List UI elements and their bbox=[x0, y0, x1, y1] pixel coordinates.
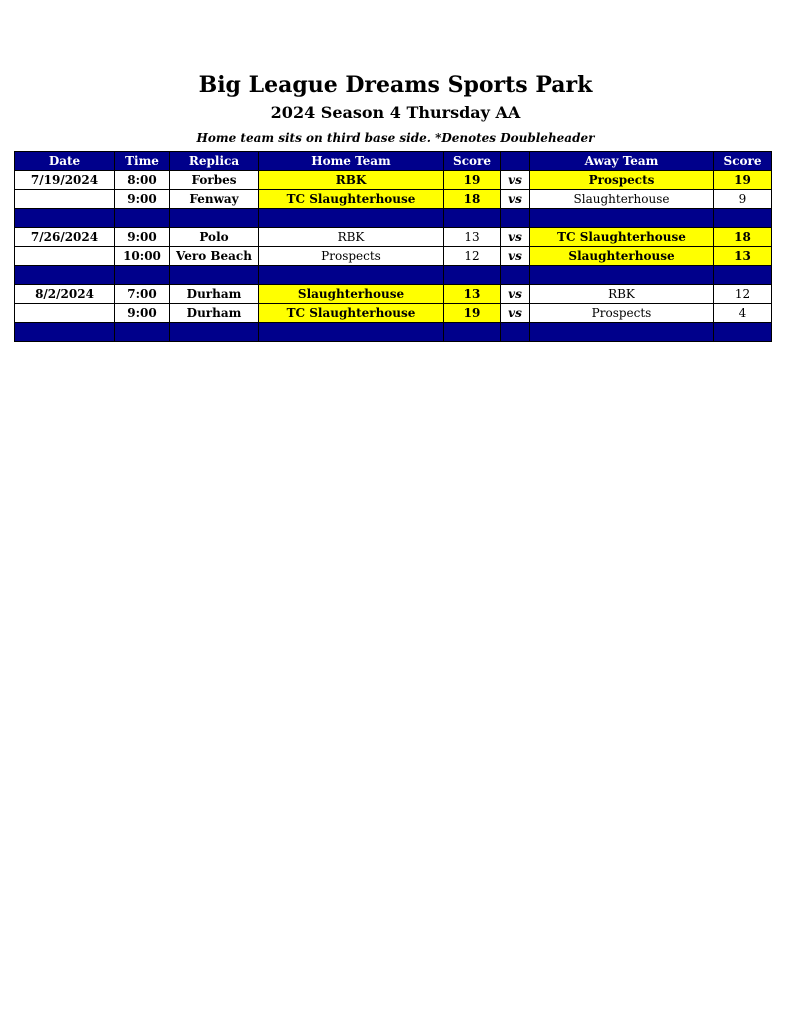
spacer-cell bbox=[115, 323, 170, 342]
spacer-cell bbox=[714, 209, 772, 228]
spacer-cell bbox=[444, 266, 501, 285]
home-score-cell: 19 bbox=[444, 171, 501, 190]
replica-cell: Durham bbox=[170, 304, 259, 323]
spacer-cell bbox=[501, 323, 530, 342]
table-row bbox=[15, 247, 772, 266]
table-row bbox=[15, 285, 772, 304]
table-row bbox=[15, 304, 772, 323]
spacer-cell bbox=[259, 323, 444, 342]
header-date: Date bbox=[15, 152, 115, 171]
away-team-cell: RBK bbox=[530, 285, 714, 304]
home-team-cell: RBK bbox=[259, 171, 444, 190]
time-cell: 10:00 bbox=[115, 247, 170, 266]
replica-cell: Durham bbox=[170, 285, 259, 304]
header-row bbox=[15, 152, 772, 171]
date-cell: 7/19/2024 bbox=[15, 171, 115, 190]
date-cell bbox=[15, 304, 115, 323]
header-home-team: Home Team bbox=[259, 152, 444, 171]
table-row bbox=[15, 190, 772, 209]
spacer-cell bbox=[15, 323, 115, 342]
replica-cell: Fenway bbox=[170, 190, 259, 209]
date-cell bbox=[15, 247, 115, 266]
page-title: Big League Dreams Sports Park bbox=[198, 72, 593, 98]
away-score-cell: 18 bbox=[714, 228, 772, 247]
date-cell bbox=[15, 190, 115, 209]
time-cell: 9:00 bbox=[115, 228, 170, 247]
away-score-cell: 12 bbox=[714, 285, 772, 304]
vs-cell: vs bbox=[501, 171, 530, 190]
replica-cell: Forbes bbox=[170, 171, 259, 190]
table-row bbox=[15, 228, 772, 247]
home-score-cell: 18 bbox=[444, 190, 501, 209]
away-team-cell: TC Slaughterhouse bbox=[530, 228, 714, 247]
home-team-cell: TC Slaughterhouse bbox=[259, 304, 444, 323]
page-subtitle: 2024 Season 4 Thursday AA bbox=[270, 103, 521, 122]
time-cell: 7:00 bbox=[115, 285, 170, 304]
home-team-cell: Prospects bbox=[259, 247, 444, 266]
spacer-cell bbox=[15, 209, 115, 228]
time-cell: 9:00 bbox=[115, 190, 170, 209]
spacer-cell bbox=[714, 266, 772, 285]
spacer-cell bbox=[501, 266, 530, 285]
away-team-cell: Slaughterhouse bbox=[530, 247, 714, 266]
home-score-cell: 12 bbox=[444, 247, 501, 266]
vs-cell: vs bbox=[501, 304, 530, 323]
spacer-cell bbox=[530, 266, 714, 285]
spacer-cell bbox=[115, 266, 170, 285]
header-home-score: Score bbox=[444, 152, 501, 171]
spacer-cell bbox=[115, 209, 170, 228]
away-score-cell: 13 bbox=[714, 247, 772, 266]
spacer-row bbox=[15, 323, 772, 342]
date-cell: 7/26/2024 bbox=[15, 228, 115, 247]
header-away-score: Score bbox=[714, 152, 772, 171]
spacer-cell bbox=[259, 266, 444, 285]
vs-cell: vs bbox=[501, 228, 530, 247]
time-cell: 9:00 bbox=[115, 304, 170, 323]
vs-cell: vs bbox=[501, 285, 530, 304]
header-replica: Replica bbox=[170, 152, 259, 171]
spacer-row bbox=[15, 266, 772, 285]
home-score-cell: 19 bbox=[444, 304, 501, 323]
spacer-cell bbox=[170, 209, 259, 228]
replica-cell: Polo bbox=[170, 228, 259, 247]
away-score-cell: 4 bbox=[714, 304, 772, 323]
vs-cell: vs bbox=[501, 247, 530, 266]
replica-cell: Vero Beach bbox=[170, 247, 259, 266]
page-note: Home team sits on third base side. *Denotes Doubleheader bbox=[196, 131, 595, 145]
table-row bbox=[15, 171, 772, 190]
home-team-cell: RBK bbox=[259, 228, 444, 247]
away-team-cell: Prospects bbox=[530, 171, 714, 190]
spacer-cell bbox=[530, 209, 714, 228]
spacer-cell bbox=[530, 323, 714, 342]
home-team-cell: Slaughterhouse bbox=[259, 285, 444, 304]
header-time: Time bbox=[115, 152, 170, 171]
time-cell: 8:00 bbox=[115, 171, 170, 190]
home-score-cell: 13 bbox=[444, 285, 501, 304]
schedule-table bbox=[14, 151, 772, 342]
vs-cell: vs bbox=[501, 190, 530, 209]
away-team-cell: Prospects bbox=[530, 304, 714, 323]
home-score-cell: 13 bbox=[444, 228, 501, 247]
away-score-cell: 9 bbox=[714, 190, 772, 209]
header-vs bbox=[501, 152, 530, 171]
spacer-cell bbox=[15, 266, 115, 285]
header-away-team: Away Team bbox=[530, 152, 714, 171]
spacer-cell bbox=[170, 266, 259, 285]
home-team-cell: TC Slaughterhouse bbox=[259, 190, 444, 209]
spacer-cell bbox=[501, 209, 530, 228]
away-score-cell: 19 bbox=[714, 171, 772, 190]
date-cell: 8/2/2024 bbox=[15, 285, 115, 304]
spacer-cell bbox=[714, 323, 772, 342]
spacer-row bbox=[15, 209, 772, 228]
away-team-cell: Slaughterhouse bbox=[530, 190, 714, 209]
spacer-cell bbox=[444, 209, 501, 228]
spacer-cell bbox=[170, 323, 259, 342]
spacer-cell bbox=[444, 323, 501, 342]
spacer-cell bbox=[259, 209, 444, 228]
